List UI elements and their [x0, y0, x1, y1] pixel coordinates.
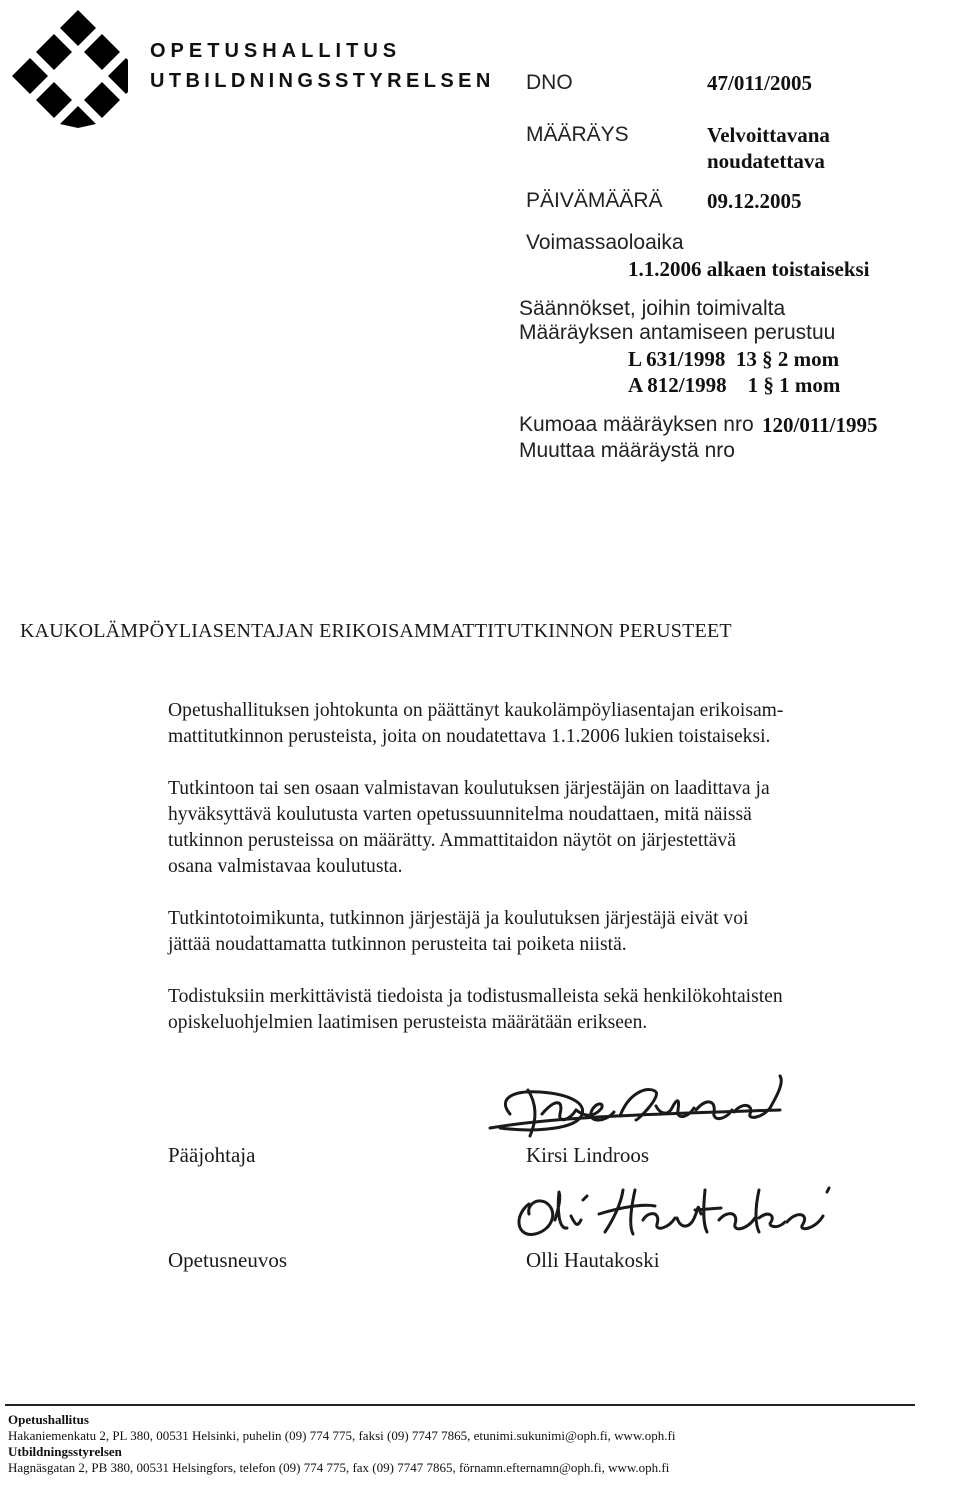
- signature-hautakoski: [505, 1180, 835, 1250]
- validity-label: Voimassaoloaika: [526, 231, 684, 254]
- dno-value: 47/011/2005: [707, 71, 813, 95]
- paragraph-line: Opetushallituksen johtokunta on päättänyt kaukolämpöyliasentajan erikoisam-: [168, 700, 784, 721]
- organization-logo: [8, 8, 128, 128]
- paragraph-line: mattitutkinnon perusteista, joita on noudatettava 1.1.2006 lukien toistaiseksi.: [168, 726, 771, 747]
- signature-lindroos: [480, 1070, 800, 1150]
- document-title: KAUKOLÄMPÖYLIASENTAJAN ERIKOISAMMATTITUTKINNON PERUSTEET: [20, 620, 732, 642]
- paragraph-line: opiskeluohjelmien laatimisen perusteista määrätään erikseen.: [168, 1012, 648, 1033]
- paragraph-3: [168, 906, 908, 958]
- footer-address-sv: Hagnäsgatan 2, PB 380, 00531 Helsingfors, telefon (09) 774 775, fax (09) 7747 7865, förnamn.efternamn@oph.fi, www.oph.fi: [8, 1460, 670, 1475]
- paragraph-line: Tutkintotoimikunta, tutkinnon järjestäjä ja koulutuksen järjestäjä eivät voi: [168, 908, 749, 929]
- paragraph-line: osana valmistavaa koulutusta.: [168, 856, 403, 877]
- validity-value: 1.1.2006 alkaen toistaiseksi: [628, 257, 870, 281]
- basis-ref2: A 812/1998 1 § 1 mom: [628, 373, 841, 397]
- organization-name-sv: UTBILDNINGSSTYRELSEN: [150, 70, 495, 92]
- paragraph-4: [168, 984, 908, 1036]
- paragraph-line: jättää noudattamatta tutkinnon perusteita tai poiketa niistä.: [168, 934, 627, 955]
- footer-org-sv: Utbildningsstyrelsen: [8, 1444, 122, 1459]
- signatory-title-2: Opetusneuvos: [168, 1248, 287, 1272]
- repeals-value: 120/011/1995: [762, 413, 878, 437]
- signatory-name-2: Olli Hautakoski: [526, 1248, 660, 1272]
- date-value: 09.12.2005: [707, 189, 802, 213]
- amends-label: Muuttaa määräystä nro: [519, 439, 735, 462]
- footer-divider: [5, 1404, 915, 1406]
- type-label: MÄÄRÄYS: [526, 123, 629, 146]
- signatory-name-1: Kirsi Lindroos: [526, 1143, 650, 1167]
- basis-ref1: L 631/1998 13 § 2 mom: [628, 347, 840, 371]
- signatory-title-1: Pääjohtaja: [168, 1143, 256, 1167]
- basis-line2: Määräyksen antamiseen perustuu: [519, 321, 836, 344]
- paragraph-line: tutkinnon perusteissa on määrätty. Ammattitaidon näytöt on järjestettävä: [168, 830, 736, 851]
- dno-label: DNO: [526, 71, 573, 94]
- date-label: PÄIVÄMÄÄRÄ: [526, 189, 663, 212]
- paragraph-line: hyväksyttävä koulutusta varten opetussuunnitelma noudattaen, mitä näissä: [168, 804, 752, 825]
- paragraph-2: [168, 776, 908, 880]
- type-value-line2: noudatettava: [707, 149, 825, 173]
- basis-line1: Säännökset, joihin toimivalta: [519, 297, 786, 320]
- footer-org-fi: Opetushallitus: [8, 1412, 89, 1427]
- paragraph-line: Tutkintoon tai sen osaan valmistavan koulutuksen järjestäjän on laadittava ja: [168, 778, 770, 799]
- organization-name-fi: OPETUSHALLITUS: [150, 40, 402, 62]
- paragraph-1: [168, 698, 908, 750]
- footer-address-fi: Hakaniemenkatu 2, PL 380, 00531 Helsinki, puhelin (09) 774 775, faksi (09) 7747 7865, etunimi.sukunimi@oph.fi, www.oph.fi: [8, 1428, 676, 1443]
- type-value-line1: Velvoittavana: [707, 123, 830, 147]
- repeals-label: Kumoaa määräyksen nro: [519, 413, 754, 436]
- paragraph-line: Todistuksiin merkittävistä tiedoista ja todistusmalleista sekä henkilökohtaisten: [168, 986, 783, 1007]
